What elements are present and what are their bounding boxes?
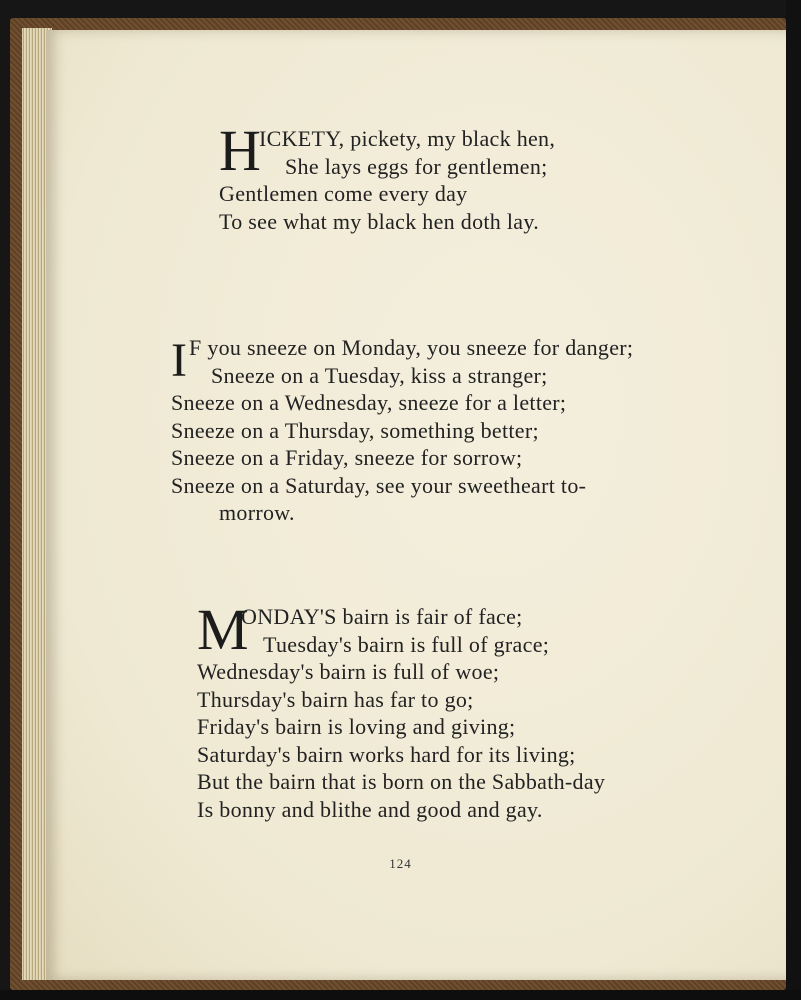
poem-line: Wednesday's bairn is full of woe;: [197, 659, 500, 684]
poem-line: Sneeze on a Tuesday, kiss a stranger;: [211, 362, 548, 388]
scan-border-right: [786, 0, 801, 1000]
poem-hickety: [219, 118, 659, 235]
drop-cap: H: [219, 118, 262, 183]
poem-line: Sneeze on a Friday, sneeze for sorrow;: [171, 445, 523, 470]
poem-mondays-bairn: [197, 597, 737, 823]
poem-sneeze: [171, 334, 731, 527]
poem-line: Saturday's bairn works hard for its living;: [197, 741, 576, 767]
poem-line: Is bonny and blithe and good and gay.: [197, 796, 543, 822]
poem-line: ONDAY'S bairn is fair of face;: [241, 604, 523, 629]
poem-line: She lays eggs for gentlemen;: [285, 153, 548, 179]
poem-line: Sneeze on a Saturday, see your sweetheart to-: [171, 472, 587, 498]
poem-line: Friday's bairn is loving and giving;: [197, 714, 516, 739]
poem-line: Sneeze on a Thursday, something better;: [171, 417, 539, 443]
drop-cap: I: [171, 334, 188, 387]
poem-line: morrow.: [219, 500, 295, 525]
poem-line: Thursday's bairn has far to go;: [197, 686, 474, 712]
scan-border-bottom: [0, 990, 801, 1000]
poem-line: Sneeze on a Wednesday, sneeze for a letter;: [171, 390, 567, 415]
poem-line: Gentlemen come every day: [219, 181, 468, 206]
poem-line: But the bairn that is born on the Sabbath-day: [197, 769, 606, 794]
page-number: 124: [389, 856, 412, 871]
poem-line: To see what my black hen doth lay.: [219, 208, 540, 234]
poem-line: Tuesday's bairn is full of grace;: [263, 631, 550, 657]
poem-line: ICKETY, pickety, my black hen,: [259, 126, 556, 151]
drop-cap: M: [197, 597, 249, 662]
poem-line: F you sneeze on Monday, you sneeze for danger;: [189, 335, 634, 360]
